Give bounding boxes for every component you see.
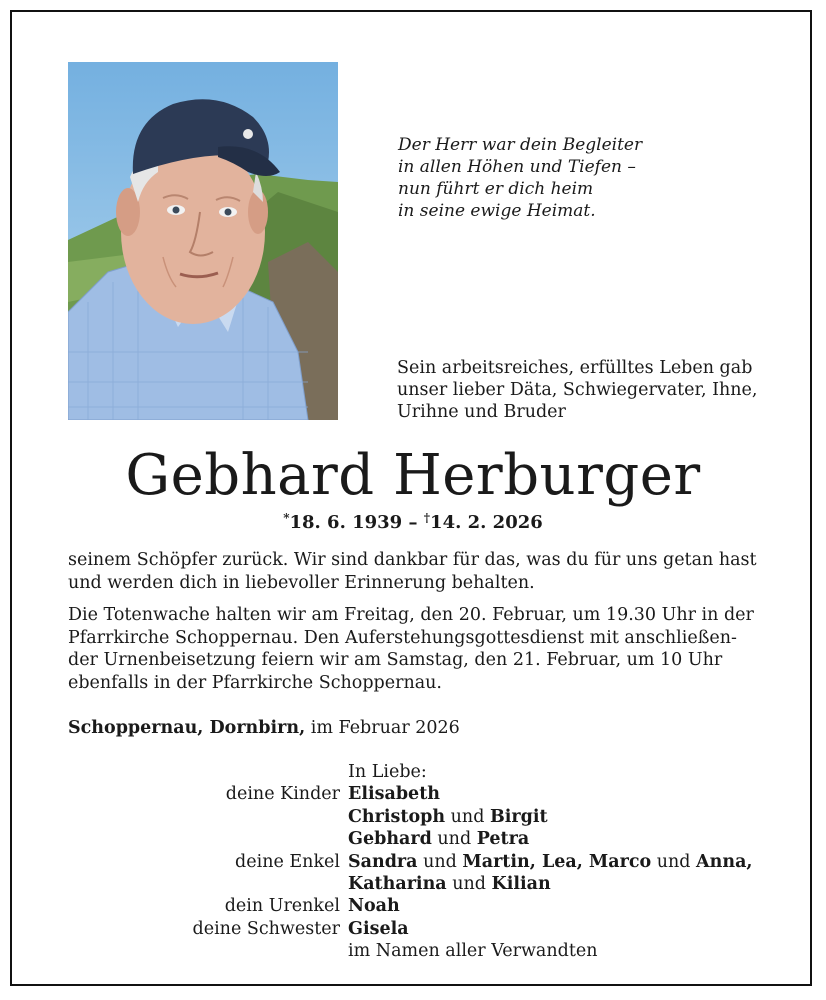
mourner-name: Martin, Lea, Marco	[462, 851, 652, 872]
deceased-name: Gebhard Herburger	[125, 443, 701, 508]
mourner-name: Kilian	[491, 873, 551, 894]
mourner-name: Christoph	[348, 806, 446, 827]
and-word: und	[651, 851, 697, 872]
mourners-row	[0, 828, 826, 850]
mourner-name: Sandra	[348, 851, 418, 872]
closing-line: im Namen aller Verwandten	[348, 941, 598, 962]
quote-line: in allen Höhen und Tiefen –	[398, 157, 636, 177]
portrait-image	[68, 62, 338, 420]
and-word: und	[446, 873, 492, 894]
mourner-name: Anna,	[696, 851, 753, 872]
quote-line: in seine ewige Heimat.	[398, 201, 596, 221]
death-date: 14. 2. 2026	[430, 512, 543, 533]
quote-verse	[398, 134, 738, 222]
paragraph-line: seinem Schöpfer zurück. Wir sind dankbar für das, was du für uns getan hast	[68, 550, 757, 570]
paragraph-line: der Urnenbeisetzung feiern wir am Samstag, den 21. Februar, um 10 Uhr	[68, 650, 723, 670]
intro-line: Urihne und Bruder	[397, 402, 566, 422]
great-grandchild-label: dein Urenkel	[224, 896, 340, 917]
children-label: deine Kinder	[225, 784, 340, 805]
service-paragraph	[68, 604, 758, 694]
and-word: und	[431, 829, 477, 850]
paragraph-line: Pfarrkirche Schoppernau. Den Auferstehungsgottesdienst mit anschließen-	[68, 627, 737, 648]
intro-text	[397, 357, 777, 423]
mourner-name: Noah	[348, 896, 400, 917]
place-date: im Februar 2026	[305, 718, 460, 738]
mourners-row	[0, 873, 826, 895]
mourners-row	[0, 806, 826, 828]
intro-line: unser lieber Däta, Schwiegervater, Ihne,	[397, 380, 758, 400]
mourner-name: Katharina	[348, 873, 447, 894]
intro-line: Sein arbeitsreiches, erfülltes Leben gab	[397, 358, 753, 378]
quote-line: nun führt er dich heim	[398, 179, 594, 199]
mourner-name: Birgit	[489, 806, 548, 827]
mourner-name: Gebhard	[348, 829, 432, 850]
death-symbol: †	[423, 511, 431, 525]
place-names: Schoppernau, Dornbirn,	[68, 718, 306, 738]
paragraph-line: und werden dich in liebevoller Erinnerung behalten.	[68, 572, 535, 593]
mourners-row	[0, 851, 826, 873]
mourners-row	[0, 761, 826, 783]
mourner-name: Elisabeth	[348, 784, 441, 805]
birth-date: 18. 6. 1939	[289, 512, 403, 533]
mourners-row	[0, 918, 826, 940]
mourners-row	[0, 895, 826, 917]
paragraph-line: Die Totenwache halten wir am Freitag, den 20. Februar, um 19.30 Uhr in der	[68, 605, 754, 625]
portrait-photo	[68, 62, 338, 420]
place-date-line	[68, 716, 460, 740]
mourner-name: Petra	[476, 829, 530, 850]
sister-label: deine Schwester	[192, 918, 340, 939]
date-dash: –	[402, 512, 424, 533]
and-word: und	[417, 851, 463, 872]
mourners-row	[0, 940, 826, 962]
mourners-heading: In Liebe:	[348, 762, 427, 782]
grandchildren-label: deine Enkel	[235, 851, 340, 872]
birth-symbol: *	[283, 511, 290, 525]
life-dates	[0, 506, 826, 535]
quote-line: Der Herr war dein Begleiter	[398, 135, 643, 155]
paragraph-line: ebenfalls in der Pfarrkirche Schoppernau.	[68, 672, 442, 693]
mourner-name: Gisela	[348, 918, 409, 939]
mourners-list	[0, 761, 826, 963]
mourners-row	[0, 783, 826, 805]
gratitude-paragraph	[68, 549, 758, 594]
and-word: und	[445, 806, 490, 827]
